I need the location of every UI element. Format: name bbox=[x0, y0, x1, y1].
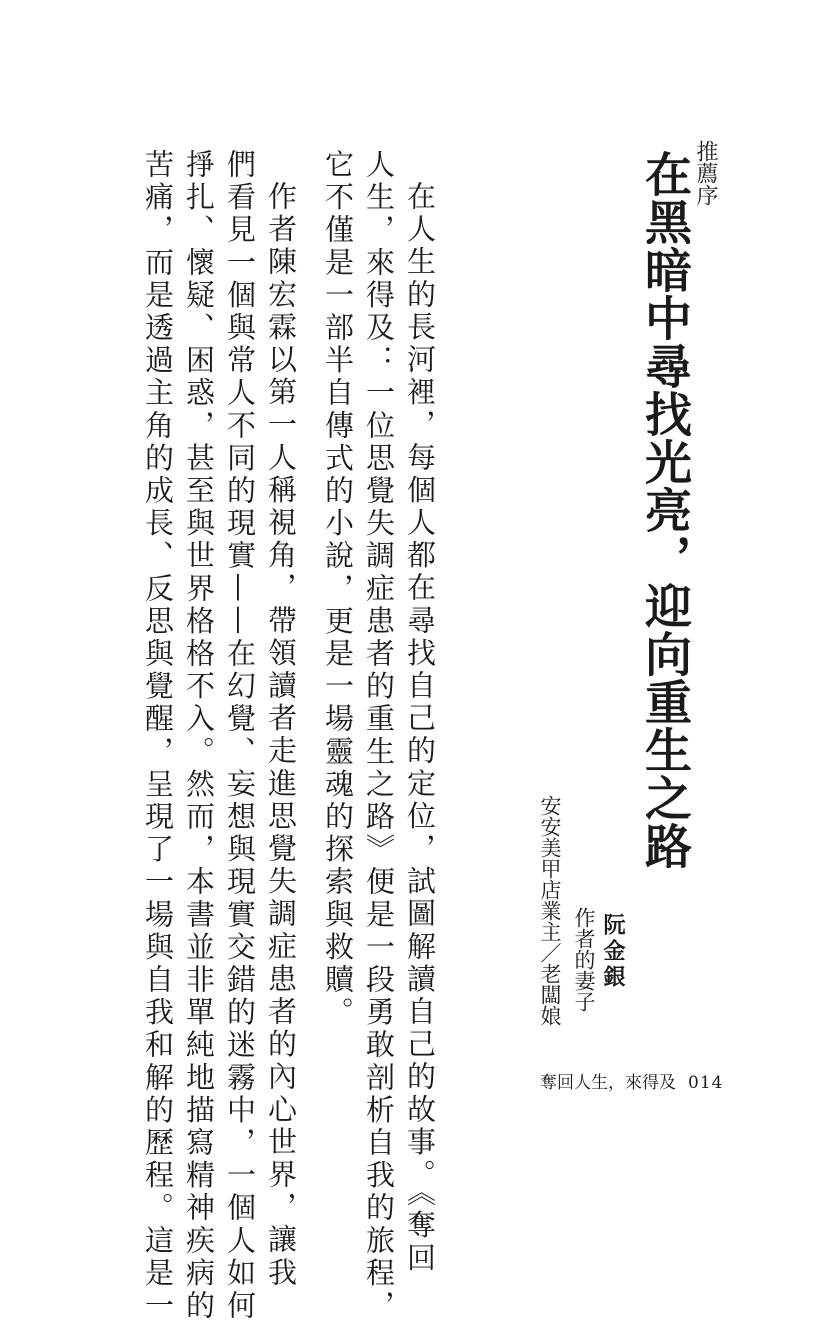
body-column: 掙扎、懷疑、困惑，甚至與世界格格不入。然而，本書並非單純地描寫精神疾病的 bbox=[182, 149, 216, 1323]
page-title: 在黑暗中尋找光亮，迎向重生之路 bbox=[637, 150, 692, 870]
author-organization: 安安美甲店業主／老闆娘 bbox=[538, 795, 562, 1026]
body-column: 們看見一個與常人不同的現實——在幻覺、妄想與現實交錯的迷霧中，一個人如何 bbox=[223, 149, 257, 1323]
page-number: 014 bbox=[688, 1073, 724, 1093]
author-name: 阮金銀 bbox=[600, 913, 626, 991]
body-column: 在人生的長河裡，每個人都在尋找自己的定位，試圖解讀自己的故事。《奪回 bbox=[403, 181, 437, 1275]
body-column: 它不僅是一部半自傳式的小說，更是一場靈魂的探索與救贖。 bbox=[321, 149, 355, 1030]
body-column: 苦痛，而是透過主角的成長、反思與覺醒，呈現了一場與自我和解的歷程。這是一 bbox=[141, 149, 175, 1323]
body-column: 人生，來得及：一位思覺失調症患者的重生之路》便是一段勇敢剖析自我的旅程， bbox=[362, 149, 396, 1323]
section-label: 推薦序 bbox=[693, 140, 718, 206]
body-column: 作者陳宏霖以第一人稱視角，帶領讀者走進思覺失調症患者的內心世界，讓我 bbox=[264, 181, 298, 1290]
footer-book-title: 奪回人生，來得及 bbox=[540, 1073, 676, 1093]
page-footer bbox=[540, 1073, 723, 1093]
author-role: 作者的妻子 bbox=[572, 907, 596, 1012]
